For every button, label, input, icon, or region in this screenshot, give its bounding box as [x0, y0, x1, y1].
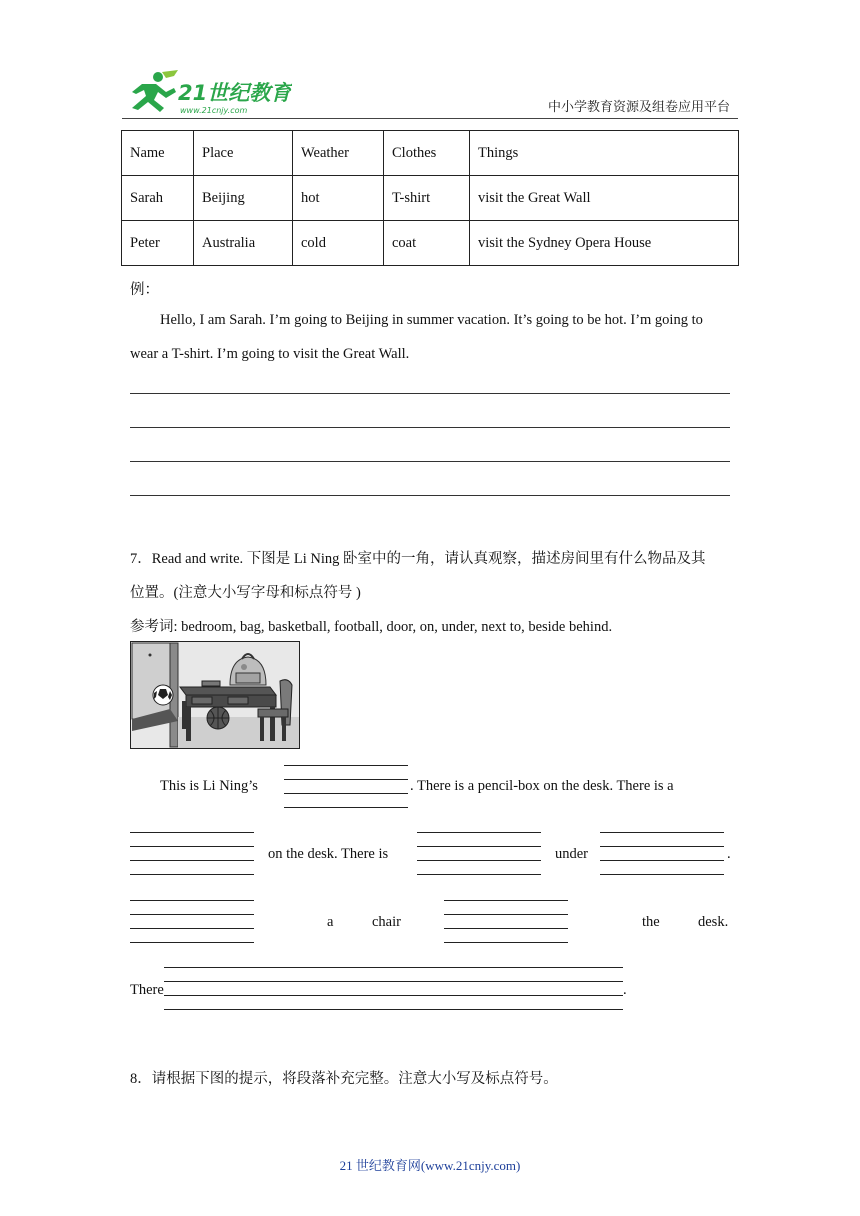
blank-item-under[interactable] — [417, 832, 541, 888]
q7-sentence-4-there: There — [130, 982, 164, 998]
table-header-row — [122, 131, 739, 176]
blank-there-is[interactable] — [130, 900, 254, 956]
q7-sentence-3-the: the — [642, 914, 660, 930]
table-cell: hot — [293, 176, 384, 221]
table-header-cell: Name — [122, 131, 194, 176]
answer-line[interactable] — [130, 495, 730, 496]
logo-url: www.21cnjy.com — [180, 106, 248, 115]
q7-sentence-2-period: . — [727, 846, 731, 862]
table-header-cell: Weather — [293, 131, 384, 176]
example-line-1: Hello, I am Sarah. I’m going to Beijing in summer vacation. It’s going to be hot. I’m going to — [160, 312, 703, 328]
table-cell: cold — [293, 221, 384, 266]
table-row — [122, 176, 739, 221]
table-header-cell: Things — [470, 131, 739, 176]
logo-title: 21世纪教育 — [178, 81, 292, 105]
blank-item-on-desk[interactable] — [130, 832, 254, 888]
footer-source: 21 世纪教育网(www.21cnjy.com) — [339, 1158, 521, 1173]
table-header-cell: Clothes — [384, 131, 470, 176]
table-cell: visit the Sydney Opera House — [470, 221, 739, 266]
q7-title-line-1: 7．Read and write. 下图是 Li Ning 卧室中的一角，请认真观察，描述房间里有什么物品及其 — [130, 551, 706, 567]
pencil-box-icon — [202, 681, 220, 686]
blank-bedroom[interactable] — [284, 765, 408, 821]
table-header-cell: Place — [194, 131, 293, 176]
platform-tagline: 中小学教育资源及组卷应用平台 — [547, 99, 730, 114]
example-line-2: wear a T-shirt. I’m going to visit the Great Wall. — [130, 346, 410, 362]
answer-line[interactable] — [130, 427, 730, 428]
q7-sentence-1-end: . There is a pencil-box on the desk. There is a — [410, 778, 674, 794]
table-cell: coat — [384, 221, 470, 266]
example-label: 例： — [130, 282, 159, 298]
table-row — [122, 221, 739, 266]
q7-sentence-2-under: under — [555, 846, 589, 862]
answer-line[interactable] — [130, 393, 730, 394]
q7-sentence-2-middle: on the desk. There is — [268, 846, 389, 862]
bedroom-picture — [130, 641, 300, 749]
football-icon — [153, 685, 173, 705]
runner-icon — [132, 70, 178, 112]
q7-sentence-4-period: . — [623, 982, 627, 998]
table-cell: Beijing — [194, 176, 293, 221]
answer-line[interactable] — [130, 461, 730, 462]
q7-reference-words: 参考词: bedroom, bag, basketball, football, door, on, under, next to, beside behind. — [130, 619, 613, 635]
q7-title-line-2: 位置。(注意大小写字母和标点符号 ) — [130, 585, 361, 601]
basketball-icon — [207, 707, 229, 729]
q8-title: 8．请根据下图的提示，将段落补充完整。注意大小写及标点符号。 — [130, 1071, 558, 1087]
blank-position[interactable] — [444, 900, 568, 956]
q7-sentence-3-a: a — [327, 914, 334, 930]
logo — [122, 70, 292, 116]
q7-sentence-3-desk: desk. — [698, 914, 729, 930]
info-table — [121, 130, 739, 266]
table-cell: T-shirt — [384, 176, 470, 221]
table-cell: Peter — [122, 221, 194, 266]
table-cell: visit the Great Wall — [470, 176, 739, 221]
blank-under-object[interactable] — [600, 832, 724, 888]
table-cell: Australia — [194, 221, 293, 266]
table-cell: Sarah — [122, 176, 194, 221]
q7-sentence-1-start: This is Li Ning’s — [160, 778, 258, 794]
blank-long-sentence[interactable] — [164, 967, 623, 1023]
header-rule — [122, 118, 738, 119]
q7-sentence-3-chair: chair — [372, 914, 401, 930]
